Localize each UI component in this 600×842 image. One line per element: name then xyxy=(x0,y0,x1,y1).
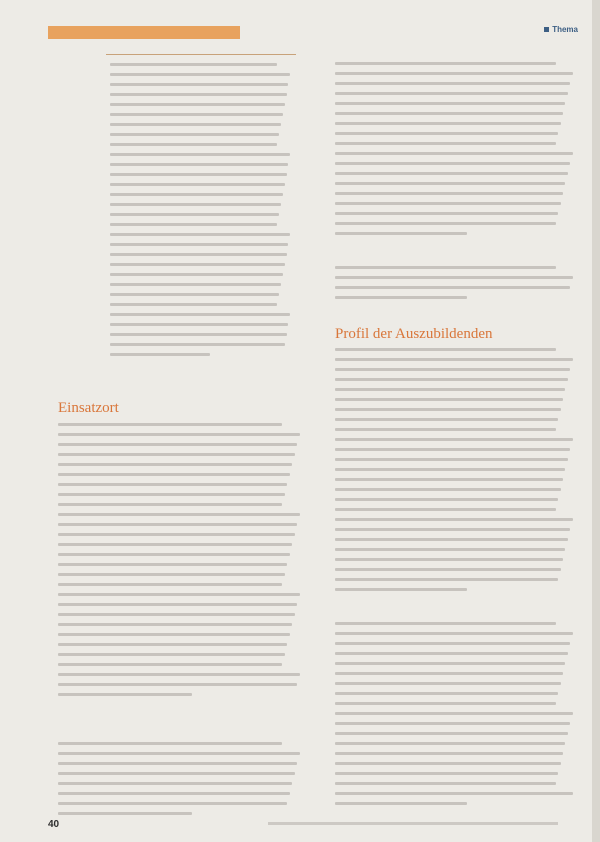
page-gutter xyxy=(592,0,600,842)
text-line-placeholder xyxy=(58,433,300,436)
text-line-placeholder xyxy=(58,503,282,506)
text-line-placeholder xyxy=(335,672,563,675)
square-icon xyxy=(544,27,549,32)
text-line-placeholder xyxy=(58,693,192,696)
text-line-placeholder xyxy=(110,153,290,156)
text-line-placeholder xyxy=(58,613,295,616)
text-line-placeholder xyxy=(335,498,558,501)
text-line-placeholder xyxy=(58,513,300,516)
page-number: 40 xyxy=(48,819,60,830)
text-line-placeholder xyxy=(58,423,282,426)
text-line-placeholder xyxy=(110,123,281,126)
text-line-placeholder xyxy=(110,283,281,286)
section-banner xyxy=(48,26,240,39)
text-line-placeholder xyxy=(335,508,556,511)
text-line-placeholder xyxy=(335,102,565,105)
text-line-placeholder xyxy=(335,142,556,145)
text-line-placeholder xyxy=(335,682,561,685)
text-line-placeholder xyxy=(335,468,565,471)
text-line-placeholder xyxy=(58,553,290,556)
text-line-placeholder xyxy=(58,772,295,775)
text-line-placeholder xyxy=(58,782,292,785)
text-line-placeholder xyxy=(335,192,563,195)
text-line-placeholder xyxy=(335,408,561,411)
text-line-placeholder xyxy=(335,152,573,155)
text-line-placeholder xyxy=(335,358,573,361)
text-line-placeholder xyxy=(335,782,556,785)
text-line-placeholder xyxy=(110,93,287,96)
text-line-placeholder xyxy=(110,103,285,106)
text-line-placeholder xyxy=(58,523,297,526)
text-line-placeholder xyxy=(110,133,279,136)
text-line-placeholder xyxy=(335,732,568,735)
text-line-placeholder xyxy=(110,253,287,256)
text-line-placeholder xyxy=(58,623,292,626)
body-text xyxy=(335,622,575,822)
text-line-placeholder xyxy=(335,568,561,571)
text-line-placeholder xyxy=(58,453,295,456)
text-line-placeholder xyxy=(335,548,565,551)
einsatzort-text xyxy=(58,423,302,723)
text-line-placeholder xyxy=(58,812,192,815)
profil-text xyxy=(335,348,575,608)
text-line-placeholder xyxy=(58,563,287,566)
text-line-placeholder xyxy=(58,742,282,745)
text-line-placeholder xyxy=(335,296,467,299)
text-line-placeholder xyxy=(335,702,556,705)
text-line-placeholder xyxy=(335,286,570,289)
text-line-placeholder xyxy=(335,772,558,775)
text-line-placeholder xyxy=(58,752,300,755)
text-line-placeholder xyxy=(110,203,281,206)
text-line-placeholder xyxy=(110,213,279,216)
text-line-placeholder xyxy=(335,172,568,175)
text-line-placeholder xyxy=(335,662,565,665)
text-line-placeholder xyxy=(110,273,283,276)
text-line-placeholder xyxy=(58,573,285,576)
text-line-placeholder xyxy=(58,633,290,636)
body-text xyxy=(335,62,575,252)
text-line-placeholder xyxy=(110,353,210,356)
text-line-placeholder xyxy=(58,663,282,666)
text-line-placeholder xyxy=(110,303,277,306)
text-line-placeholder xyxy=(335,92,568,95)
text-line-placeholder xyxy=(110,183,285,186)
heading-einsatzort: Einsatzort xyxy=(58,400,119,416)
text-line-placeholder xyxy=(335,622,556,625)
text-line-placeholder xyxy=(58,643,287,646)
text-line-placeholder xyxy=(335,558,563,561)
text-line-placeholder xyxy=(335,652,568,655)
text-line-placeholder xyxy=(335,538,568,541)
text-line-placeholder xyxy=(58,583,282,586)
text-line-placeholder xyxy=(110,263,285,266)
text-line-placeholder xyxy=(335,162,570,165)
text-line-placeholder xyxy=(335,232,467,235)
text-line-placeholder xyxy=(110,163,288,166)
text-line-placeholder xyxy=(335,762,561,765)
text-line-placeholder xyxy=(110,63,277,66)
text-line-placeholder xyxy=(335,202,561,205)
text-line-placeholder xyxy=(335,388,565,391)
text-line-placeholder xyxy=(58,762,297,765)
text-line-placeholder xyxy=(335,458,568,461)
text-line-placeholder xyxy=(58,792,290,795)
text-line-placeholder xyxy=(110,323,288,326)
text-line-placeholder xyxy=(335,712,573,715)
text-line-placeholder xyxy=(110,233,290,236)
text-line-placeholder xyxy=(335,428,556,431)
text-line-placeholder xyxy=(335,132,558,135)
text-line-placeholder xyxy=(335,348,556,351)
text-line-placeholder xyxy=(110,113,283,116)
text-line-placeholder xyxy=(335,588,467,591)
text-line-placeholder xyxy=(335,122,561,125)
text-line-placeholder xyxy=(58,653,285,656)
text-line-placeholder xyxy=(335,212,558,215)
text-line-placeholder xyxy=(335,792,573,795)
text-line-placeholder xyxy=(335,722,570,725)
text-line-placeholder xyxy=(335,438,573,441)
text-line-placeholder xyxy=(58,533,295,536)
text-line-placeholder xyxy=(335,752,563,755)
text-line-placeholder xyxy=(110,83,288,86)
text-line-placeholder xyxy=(335,418,558,421)
text-line-placeholder xyxy=(110,243,288,246)
text-line-placeholder xyxy=(58,493,285,496)
text-line-placeholder xyxy=(110,343,285,346)
section-marker-label: Thema xyxy=(552,25,578,34)
text-line-placeholder xyxy=(58,443,297,446)
heading-profil: Profil der Auszubildenden xyxy=(335,326,493,342)
text-line-placeholder xyxy=(58,463,292,466)
text-line-placeholder xyxy=(335,448,570,451)
text-line-placeholder xyxy=(335,222,556,225)
text-line-placeholder xyxy=(58,683,297,686)
text-line-placeholder xyxy=(335,518,573,521)
footer-citation xyxy=(268,822,558,825)
text-line-placeholder xyxy=(58,473,290,476)
text-line-placeholder xyxy=(58,802,287,805)
section-marker xyxy=(544,25,578,34)
text-line-placeholder xyxy=(58,673,300,676)
text-line-placeholder xyxy=(335,802,467,805)
text-line-placeholder xyxy=(110,143,277,146)
text-line-placeholder xyxy=(58,483,287,486)
text-line-placeholder xyxy=(335,62,556,65)
text-line-placeholder xyxy=(110,293,279,296)
info-box-text xyxy=(110,63,292,375)
text-line-placeholder xyxy=(335,82,570,85)
text-line-placeholder xyxy=(335,742,565,745)
info-box xyxy=(106,54,296,375)
text-line-placeholder xyxy=(58,603,297,606)
text-line-placeholder xyxy=(335,266,556,269)
text-line-placeholder xyxy=(335,528,570,531)
text-line-placeholder xyxy=(110,223,277,226)
text-line-placeholder xyxy=(58,593,300,596)
text-line-placeholder xyxy=(335,182,565,185)
text-line-placeholder xyxy=(335,276,573,279)
text-line-placeholder xyxy=(335,112,563,115)
text-line-placeholder xyxy=(110,73,290,76)
text-line-placeholder xyxy=(110,173,287,176)
text-line-placeholder xyxy=(58,543,292,546)
text-line-placeholder xyxy=(110,193,283,196)
text-line-placeholder xyxy=(335,632,573,635)
body-text xyxy=(58,742,302,827)
body-text xyxy=(335,266,575,312)
text-line-placeholder xyxy=(335,478,563,481)
text-line-placeholder xyxy=(335,72,573,75)
text-line-placeholder xyxy=(335,398,563,401)
text-line-placeholder xyxy=(110,333,287,336)
text-line-placeholder xyxy=(335,488,561,491)
text-line-placeholder xyxy=(110,313,290,316)
text-line-placeholder xyxy=(335,692,558,695)
text-line-placeholder xyxy=(335,378,568,381)
text-line-placeholder xyxy=(335,368,570,371)
text-line-placeholder xyxy=(335,642,570,645)
text-line-placeholder xyxy=(335,578,558,581)
